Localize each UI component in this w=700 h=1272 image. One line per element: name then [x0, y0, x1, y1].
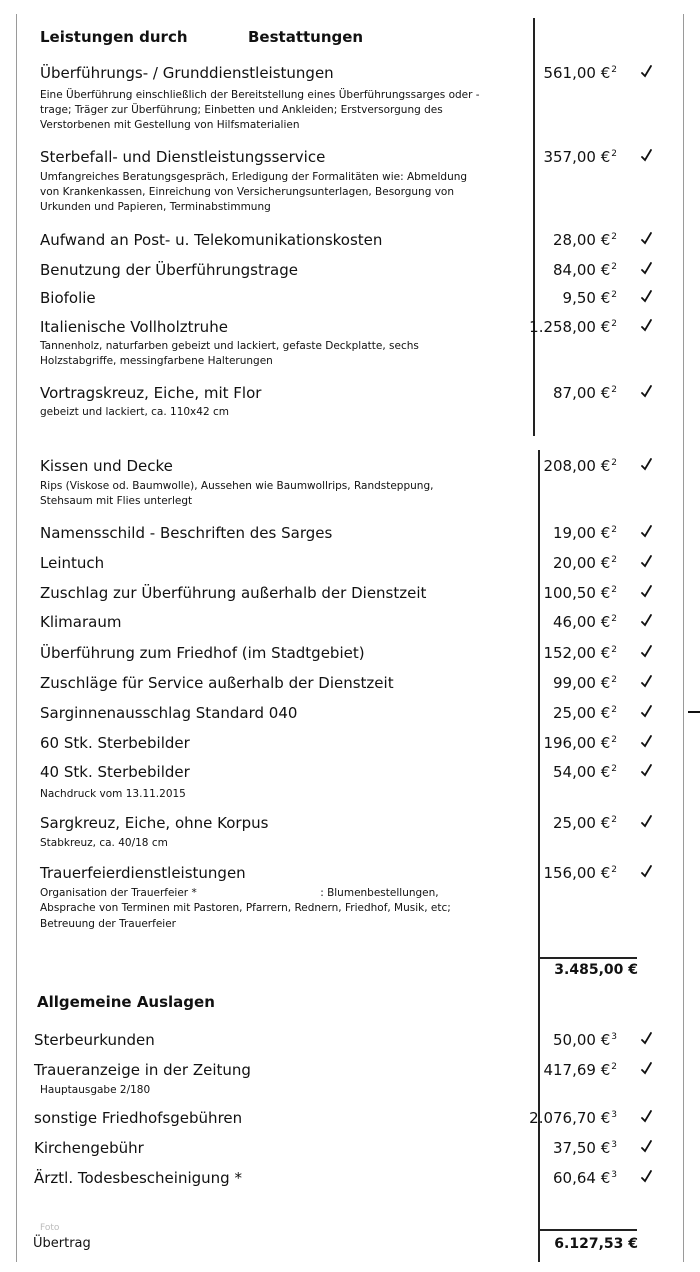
item-description: gebeizt und lackiert, ca. 110x42 cm: [40, 406, 229, 418]
item-description: von Krankenkassen, Einreichung von Versicherungsunterlagen, Besorgung von: [40, 186, 454, 198]
checkmark-icon: [640, 1110, 653, 1123]
item-title: Benutzung der Überführungstrage: [40, 261, 298, 279]
item-price-footnote: 2: [611, 1062, 617, 1072]
item-price-footnote: 2: [611, 525, 617, 535]
item-price: [553, 231, 617, 249]
item-price-value: 60,64 €: [553, 1169, 611, 1187]
item-price-value: 156,00 €: [543, 864, 611, 882]
item-price-footnote: 2: [611, 865, 617, 875]
item-price: [553, 763, 617, 781]
item-price-footnote: 2: [611, 735, 617, 745]
item-price-footnote: 2: [611, 149, 617, 159]
footer-total: 6.127,53 €: [554, 1236, 638, 1252]
checkmark-icon: [640, 385, 653, 398]
footer-label: Übertrag: [33, 1236, 91, 1251]
item-price: [553, 814, 617, 832]
checkmark-icon: [640, 1170, 653, 1183]
checkmark-icon: [640, 458, 653, 471]
item-title: Sterbefall- und Dienstleistungsservice: [40, 148, 326, 166]
item-price: [553, 554, 617, 572]
checkmark-icon: [640, 1140, 653, 1153]
item-price-footnote: 2: [611, 555, 617, 565]
item-price-footnote: 2: [611, 262, 617, 272]
item-price-footnote: 3: [611, 1032, 617, 1042]
item-title: Zuschläge für Service außerhalb der Dienstzeit: [40, 674, 394, 692]
item-title: 60 Stk. Sterbebilder: [40, 734, 190, 752]
item-description: Stabkreuz, ca. 40/18 cm: [40, 837, 168, 849]
column-divider-bottom: [538, 450, 540, 1262]
item-price-footnote: 2: [611, 815, 617, 825]
item-description: Urkunden und Papieren, Terminabstimmung: [40, 201, 271, 213]
checkmark-icon: [640, 65, 653, 78]
item-title: Sterbeurkunden: [34, 1031, 155, 1049]
item-price-value: 46,00 €: [553, 613, 611, 631]
item-price: [543, 644, 617, 662]
item-price-footnote: 2: [611, 675, 617, 685]
item-description: Absprache von Terminen mit Pastoren, Pfarrern, Rednern, Friedhof, Musik, etc;: [40, 902, 451, 914]
checkmark-icon: [640, 1032, 653, 1045]
section-title: Allgemeine Auslagen: [37, 993, 215, 1011]
item-price-value: 37,50 €: [553, 1139, 611, 1157]
item-description: trage; Träger zur Überführung; Einbetten und Ankleiden; Erstversorgung des: [40, 104, 443, 116]
checkmark-icon: [640, 705, 653, 718]
column-divider-top: [533, 18, 535, 436]
checkmark-icon: [640, 319, 653, 332]
item-price: [553, 524, 617, 542]
header-col2: Bestattungen: [248, 28, 364, 46]
checkmark-icon: [640, 735, 653, 748]
checkmark-icon: [640, 764, 653, 777]
item-price: [543, 148, 617, 166]
item-description: Organisation der Trauerfeier * : Blumenbestellungen,: [40, 887, 439, 899]
item-price-footnote: 3: [611, 1110, 617, 1120]
item-title: Überführung zum Friedhof (im Stadtgebiet): [40, 644, 365, 662]
item-title: Aufwand an Post- u. Telekomunikationskosten: [40, 231, 383, 249]
item-title: Klimaraum: [40, 613, 122, 631]
header-col1: Leistungen durch: [40, 28, 188, 46]
checkmark-icon: [640, 815, 653, 828]
item-title: Namensschild - Beschriften des Sarges: [40, 524, 333, 542]
item-price-value: 417,69 €: [543, 1061, 611, 1079]
subtotal-rule: [540, 957, 637, 959]
item-price-value: 87,00 €: [553, 384, 611, 402]
item-title: Kissen und Decke: [40, 457, 173, 475]
checkmark-icon: [640, 525, 653, 538]
item-price-value: 208,00 €: [543, 457, 611, 475]
item-title: Traueranzeige in der Zeitung: [34, 1061, 251, 1079]
item-price-value: 50,00 €: [553, 1031, 611, 1049]
item-title: Leintuch: [40, 554, 105, 572]
item-price: [553, 1139, 617, 1157]
item-price-footnote: 2: [611, 705, 617, 715]
item-price-value: 25,00 €: [553, 704, 611, 722]
item-title: Kirchengebühr: [34, 1139, 144, 1157]
total-rule: [540, 1229, 637, 1231]
checkmark-icon: [640, 1062, 653, 1075]
subtotal: 3.485,00 €: [554, 962, 638, 978]
item-title: sonstige Friedhofsgebühren: [34, 1109, 243, 1127]
checkmark-icon: [640, 645, 653, 658]
item-description: Nachdruck vom 13.11.2015: [40, 788, 186, 800]
item-price: [543, 1061, 617, 1079]
item-price-footnote: 2: [611, 764, 617, 774]
item-description: Rips (Viskose od. Baumwolle), Aussehen wie Baumwollrips, Randsteppung,: [40, 480, 434, 492]
item-price-value: 357,00 €: [543, 148, 611, 166]
item-price-value: 99,00 €: [553, 674, 611, 692]
checkmark-icon: [640, 675, 653, 688]
item-price: [543, 734, 617, 752]
item-price-footnote: 2: [611, 645, 617, 655]
item-price-footnote: 3: [611, 1140, 617, 1150]
item-price: [553, 1031, 617, 1049]
item-title: Ärztl. Todesbescheinigung *: [34, 1169, 242, 1187]
item-price-value: 9,50 €: [562, 289, 611, 307]
item-price: [543, 584, 617, 602]
item-price-value: 152,00 €: [543, 644, 611, 662]
item-price: [543, 64, 617, 82]
item-price: [529, 318, 617, 336]
checkmark-icon: [640, 262, 653, 275]
item-price-footnote: 2: [611, 614, 617, 624]
item-description: Betreuung der Trauerfeier: [40, 918, 176, 930]
item-title: Zuschlag zur Überführung außerhalb der Dienstzeit: [40, 584, 427, 602]
item-price-value: 84,00 €: [553, 261, 611, 279]
item-description: Holzstabgriffe, messingfarbene Halterungen: [40, 355, 273, 367]
item-price-value: 100,50 €: [543, 584, 611, 602]
item-price-value: 25,00 €: [553, 814, 611, 832]
item-price-value: 19,00 €: [553, 524, 611, 542]
item-title: Trauerfeierdienstleistungen: [40, 864, 246, 882]
item-price-value: 20,00 €: [553, 554, 611, 572]
item-price-value: 54,00 €: [553, 763, 611, 781]
item-price-footnote: 2: [611, 319, 617, 329]
checkmark-icon: [640, 585, 653, 598]
item-price: [529, 1109, 617, 1127]
item-price: [543, 457, 617, 475]
item-description: Verstorbenen mit Gestellung von Hilfsmaterialien: [40, 119, 300, 131]
edge-mark: [688, 711, 700, 713]
checkmark-icon: [640, 614, 653, 627]
checkmark-icon: [640, 149, 653, 162]
checkmark-icon: [640, 555, 653, 568]
watermark: Foto: [40, 1223, 60, 1233]
item-title: Italienische Vollholztruhe: [40, 318, 228, 336]
item-price-footnote: 3: [611, 1170, 617, 1180]
item-description: Stehsaum mit Flies unterlegt: [40, 495, 193, 507]
item-description: Umfangreiches Beratungsgespräch, Erledigung der Formalitäten wie: Abmeldung: [40, 171, 468, 183]
checkmark-icon: [640, 865, 653, 878]
item-description: Hauptausgabe 2/180: [40, 1084, 151, 1096]
item-price: [553, 384, 617, 402]
item-price: [543, 864, 617, 882]
item-description: Tannenholz, naturfarben gebeizt und lackiert, gefaste Deckplatte, sechs: [40, 340, 419, 352]
item-price-value: 2.076,70 €: [529, 1109, 611, 1127]
item-title: 40 Stk. Sterbebilder: [40, 763, 190, 781]
item-price: [563, 289, 617, 307]
item-price: [553, 613, 617, 631]
item-price-value: 561,00 €: [543, 64, 611, 82]
item-title: Sargkreuz, Eiche, ohne Korpus: [40, 814, 269, 832]
checkmark-icon: [640, 290, 653, 303]
item-price: [553, 704, 617, 722]
item-title: Sarginnenausschlag Standard 040: [40, 704, 298, 722]
item-price-footnote: 2: [611, 232, 617, 242]
item-price: [553, 261, 617, 279]
item-price-footnote: 2: [611, 458, 617, 468]
checkmark-icon: [640, 232, 653, 245]
item-price: [553, 674, 617, 692]
item-title: Überführungs- / Grunddienstleistungen: [40, 64, 334, 82]
item-price-footnote: 2: [611, 385, 617, 395]
item-price-footnote: 2: [611, 290, 617, 300]
item-price: [553, 1169, 617, 1187]
item-title: Biofolie: [40, 289, 96, 307]
item-description: Eine Überführung einschließlich der Bereitstellung eines Überführungssarges oder -: [40, 89, 480, 101]
item-price-footnote: 2: [611, 585, 617, 595]
item-price-value: 1.258,00 €: [529, 318, 611, 336]
item-price-value: 196,00 €: [543, 734, 611, 752]
item-price-footnote: 2: [611, 65, 617, 75]
item-title: Vortragskreuz, Eiche, mit Flor: [40, 384, 262, 402]
item-price-value: 28,00 €: [553, 231, 611, 249]
